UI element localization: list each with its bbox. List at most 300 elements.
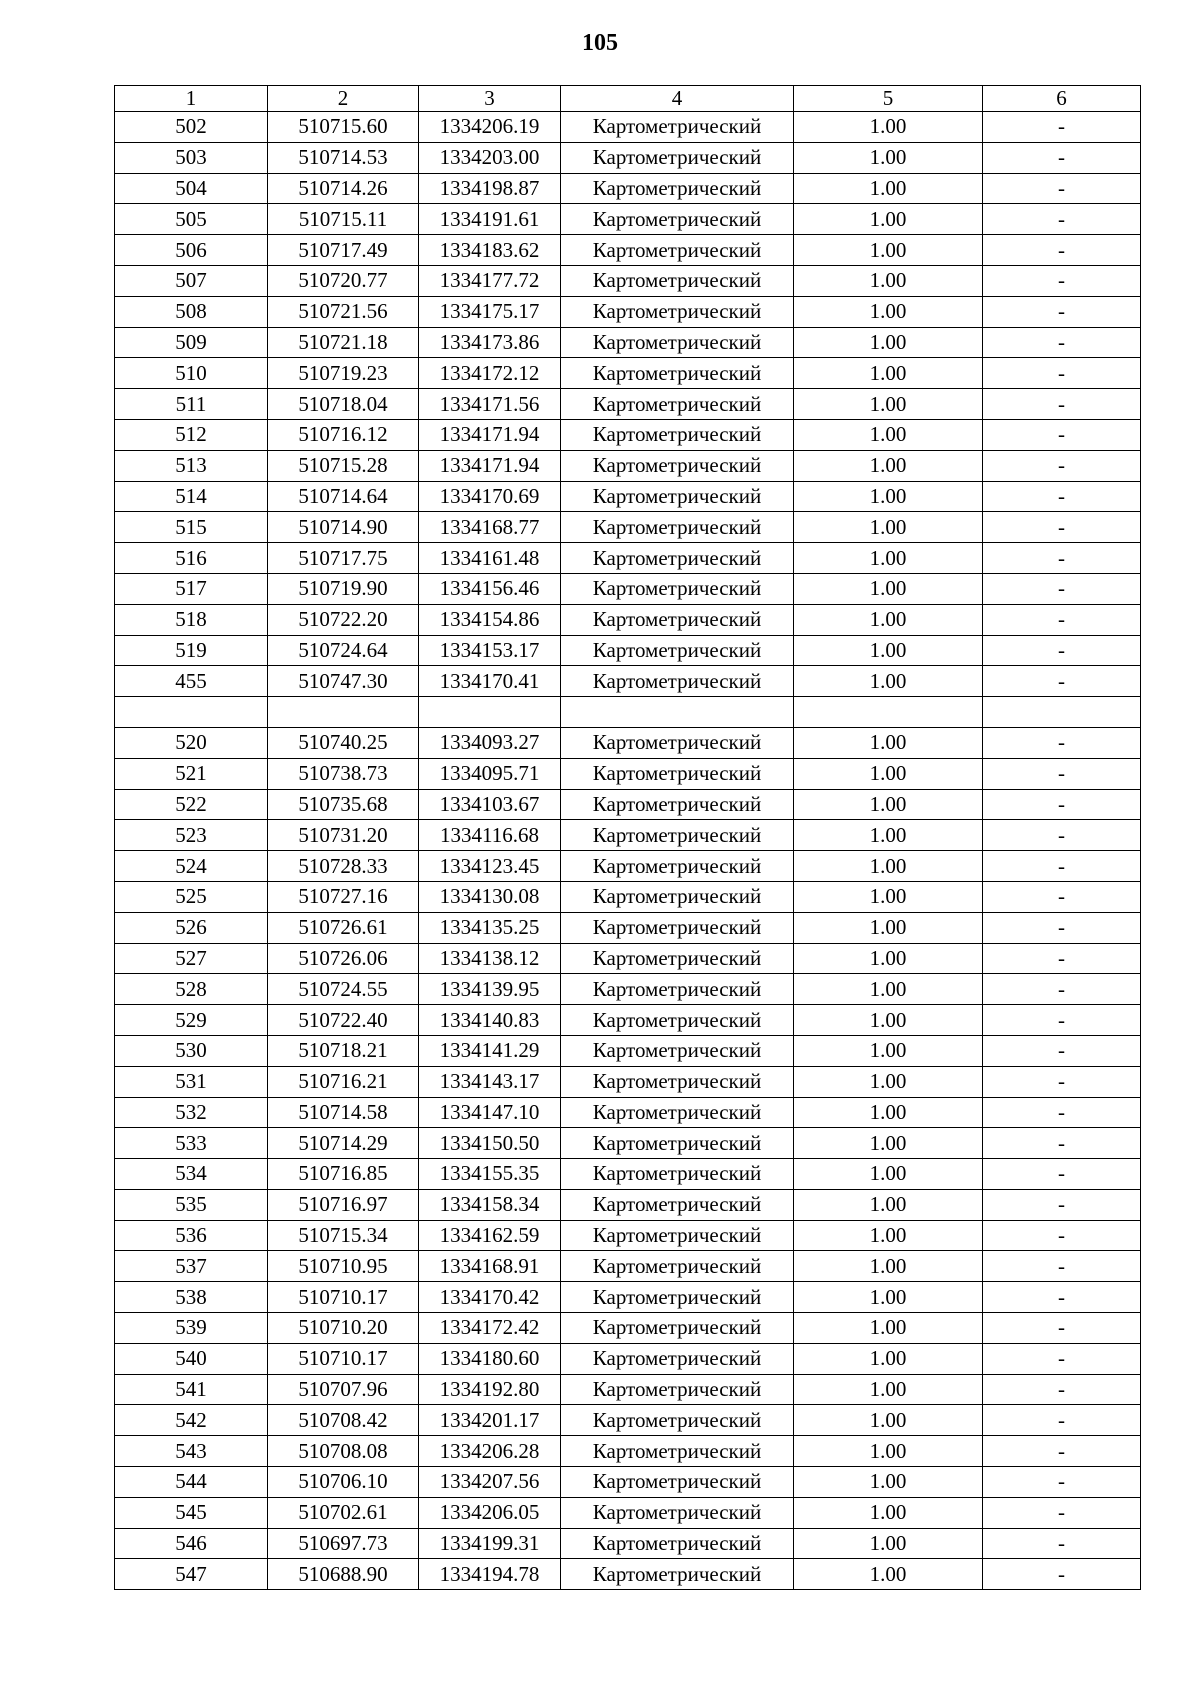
point-number-cell: 517 [115, 573, 268, 604]
x-coordinate-cell: 510697.73 [268, 1528, 419, 1559]
y-coordinate-cell: 1334177.72 [419, 265, 561, 296]
y-coordinate-cell: 1334155.35 [419, 1159, 561, 1190]
x-coordinate-cell: 510735.68 [268, 789, 419, 820]
point-number-cell: 508 [115, 296, 268, 327]
note-cell: - [983, 1467, 1141, 1498]
note-cell: - [983, 265, 1141, 296]
y-coordinate-cell: 1334191.61 [419, 204, 561, 235]
table-row [115, 758, 1141, 789]
column-header: 4 [561, 86, 794, 112]
y-coordinate-cell: 1334138.12 [419, 943, 561, 974]
x-coordinate-cell: 510688.90 [268, 1559, 419, 1590]
accuracy-cell: 1.00 [794, 1343, 983, 1374]
point-number-cell: 514 [115, 481, 268, 512]
x-coordinate-cell [268, 697, 419, 728]
x-coordinate-cell: 510710.95 [268, 1251, 419, 1282]
accuracy-cell: 1.00 [794, 419, 983, 450]
y-coordinate-cell: 1334156.46 [419, 573, 561, 604]
point-number-cell: 523 [115, 820, 268, 851]
table-row [115, 635, 1141, 666]
point-number-cell: 544 [115, 1467, 268, 1498]
x-coordinate-cell: 510707.96 [268, 1374, 419, 1405]
page-number: 105 [582, 30, 618, 56]
column-header: 6 [983, 86, 1141, 112]
note-cell: - [983, 543, 1141, 574]
method-cell: Картометрический [561, 327, 794, 358]
x-coordinate-cell: 510727.16 [268, 881, 419, 912]
x-coordinate-cell: 510715.11 [268, 204, 419, 235]
y-coordinate-cell: 1334147.10 [419, 1097, 561, 1128]
note-cell: - [983, 1405, 1141, 1436]
y-coordinate-cell: 1334116.68 [419, 820, 561, 851]
x-coordinate-cell: 510708.08 [268, 1436, 419, 1467]
point-number-cell: 528 [115, 974, 268, 1005]
note-cell: - [983, 1128, 1141, 1159]
accuracy-cell: 1.00 [794, 1467, 983, 1498]
point-number-cell: 524 [115, 851, 268, 882]
y-coordinate-cell: 1334158.34 [419, 1189, 561, 1220]
accuracy-cell: 1.00 [794, 1066, 983, 1097]
table-row [115, 173, 1141, 204]
table-row [115, 1313, 1141, 1344]
table-row [115, 1005, 1141, 1036]
method-cell: Картометрический [561, 358, 794, 389]
table-row [115, 1159, 1141, 1190]
point-number-cell: 543 [115, 1436, 268, 1467]
table-row [115, 943, 1141, 974]
note-cell: - [983, 1497, 1141, 1528]
method-cell: Картометрический [561, 974, 794, 1005]
note-cell: - [983, 666, 1141, 697]
y-coordinate-cell: 1334103.67 [419, 789, 561, 820]
method-cell: Картометрический [561, 450, 794, 481]
x-coordinate-cell: 510706.10 [268, 1467, 419, 1498]
note-cell: - [983, 173, 1141, 204]
y-coordinate-cell: 1334192.80 [419, 1374, 561, 1405]
note-cell: - [983, 296, 1141, 327]
accuracy-cell: 1.00 [794, 327, 983, 358]
method-cell: Картометрический [561, 1189, 794, 1220]
note-cell: - [983, 1528, 1141, 1559]
table-row [115, 727, 1141, 758]
accuracy-cell: 1.00 [794, 543, 983, 574]
column-header: 5 [794, 86, 983, 112]
x-coordinate-cell: 510716.21 [268, 1066, 419, 1097]
table-row [115, 296, 1141, 327]
accuracy-cell: 1.00 [794, 358, 983, 389]
note-cell: - [983, 1282, 1141, 1313]
method-cell: Картометрический [561, 604, 794, 635]
table-row [115, 450, 1141, 481]
table-row [115, 142, 1141, 173]
note-cell: - [983, 1436, 1141, 1467]
point-number-cell: 520 [115, 727, 268, 758]
table-row [115, 1497, 1141, 1528]
y-coordinate-cell: 1334175.17 [419, 296, 561, 327]
point-number-cell: 522 [115, 789, 268, 820]
table-row [115, 666, 1141, 697]
accuracy-cell: 1.00 [794, 112, 983, 143]
x-coordinate-cell: 510716.85 [268, 1159, 419, 1190]
y-coordinate-cell: 1334207.56 [419, 1467, 561, 1498]
table-row [115, 789, 1141, 820]
x-coordinate-cell: 510714.26 [268, 173, 419, 204]
table-row [115, 358, 1141, 389]
accuracy-cell: 1.00 [794, 758, 983, 789]
table-row [115, 697, 1141, 728]
point-number-cell: 521 [115, 758, 268, 789]
point-number-cell: 534 [115, 1159, 268, 1190]
accuracy-cell: 1.00 [794, 1189, 983, 1220]
accuracy-cell: 1.00 [794, 481, 983, 512]
accuracy-cell: 1.00 [794, 235, 983, 266]
method-cell: Картометрический [561, 1436, 794, 1467]
table-row [115, 1282, 1141, 1313]
point-number-cell: 533 [115, 1128, 268, 1159]
x-coordinate-cell: 510714.29 [268, 1128, 419, 1159]
method-cell [561, 697, 794, 728]
x-coordinate-cell: 510715.34 [268, 1220, 419, 1251]
method-cell: Картометрический [561, 204, 794, 235]
table-row [115, 327, 1141, 358]
note-cell: - [983, 604, 1141, 635]
y-coordinate-cell: 1334170.42 [419, 1282, 561, 1313]
accuracy-cell: 1.00 [794, 1128, 983, 1159]
y-coordinate-cell: 1334130.08 [419, 881, 561, 912]
x-coordinate-cell: 510702.61 [268, 1497, 419, 1528]
point-number-cell: 542 [115, 1405, 268, 1436]
method-cell: Картометрический [561, 1467, 794, 1498]
accuracy-cell: 1.00 [794, 1313, 983, 1344]
table-row [115, 1559, 1141, 1590]
y-coordinate-cell: 1334095.71 [419, 758, 561, 789]
point-number-cell: 538 [115, 1282, 268, 1313]
accuracy-cell: 1.00 [794, 142, 983, 173]
table-row [115, 1467, 1141, 1498]
note-cell: - [983, 389, 1141, 420]
table-row [115, 851, 1141, 882]
note-cell: - [983, 1005, 1141, 1036]
table-row [115, 1128, 1141, 1159]
table-row [115, 1436, 1141, 1467]
accuracy-cell: 1.00 [794, 1374, 983, 1405]
note-cell: - [983, 573, 1141, 604]
method-cell: Картометрический [561, 943, 794, 974]
note-cell [983, 697, 1141, 728]
accuracy-cell: 1.00 [794, 1282, 983, 1313]
accuracy-cell: 1.00 [794, 389, 983, 420]
method-cell: Картометрический [561, 512, 794, 543]
accuracy-cell: 1.00 [794, 512, 983, 543]
method-cell: Картометрический [561, 265, 794, 296]
point-number-cell: 507 [115, 265, 268, 296]
table-row [115, 419, 1141, 450]
table-row [115, 1374, 1141, 1405]
x-coordinate-cell: 510728.33 [268, 851, 419, 882]
method-cell: Картометрический [561, 851, 794, 882]
accuracy-cell: 1.00 [794, 1559, 983, 1590]
x-coordinate-cell: 510722.20 [268, 604, 419, 635]
point-number-cell: 504 [115, 173, 268, 204]
accuracy-cell: 1.00 [794, 820, 983, 851]
note-cell: - [983, 789, 1141, 820]
accuracy-cell: 1.00 [794, 881, 983, 912]
note-cell: - [983, 112, 1141, 143]
x-coordinate-cell: 510721.18 [268, 327, 419, 358]
note-cell: - [983, 1374, 1141, 1405]
note-cell: - [983, 1035, 1141, 1066]
x-coordinate-cell: 510714.64 [268, 481, 419, 512]
note-cell: - [983, 974, 1141, 1005]
accuracy-cell [794, 697, 983, 728]
note-cell: - [983, 758, 1141, 789]
x-coordinate-cell: 510724.55 [268, 974, 419, 1005]
point-number-cell: 512 [115, 419, 268, 450]
method-cell: Картометрический [561, 1066, 794, 1097]
y-coordinate-cell: 1334140.83 [419, 1005, 561, 1036]
point-number-cell: 506 [115, 235, 268, 266]
method-cell: Картометрический [561, 1251, 794, 1282]
method-cell: Картометрический [561, 1035, 794, 1066]
point-number-cell: 547 [115, 1559, 268, 1590]
method-cell: Картометрический [561, 543, 794, 574]
accuracy-cell: 1.00 [794, 1035, 983, 1066]
point-number-cell: 532 [115, 1097, 268, 1128]
y-coordinate-cell: 1334206.28 [419, 1436, 561, 1467]
method-cell: Картометрический [561, 758, 794, 789]
note-cell: - [983, 419, 1141, 450]
accuracy-cell: 1.00 [794, 1005, 983, 1036]
y-coordinate-cell: 1334093.27 [419, 727, 561, 758]
method-cell: Картометрический [561, 112, 794, 143]
point-number-cell: 545 [115, 1497, 268, 1528]
x-coordinate-cell: 510716.97 [268, 1189, 419, 1220]
table-row [115, 389, 1141, 420]
y-coordinate-cell: 1334161.48 [419, 543, 561, 574]
table-row [115, 604, 1141, 635]
table-row [115, 1220, 1141, 1251]
note-cell: - [983, 142, 1141, 173]
table-row [115, 881, 1141, 912]
method-cell: Картометрический [561, 727, 794, 758]
accuracy-cell: 1.00 [794, 635, 983, 666]
accuracy-cell: 1.00 [794, 204, 983, 235]
x-coordinate-cell: 510710.20 [268, 1313, 419, 1344]
method-cell: Картометрический [561, 235, 794, 266]
method-cell: Картометрический [561, 1282, 794, 1313]
note-cell: - [983, 512, 1141, 543]
column-header: 1 [115, 86, 268, 112]
table-row [115, 543, 1141, 574]
point-number-cell [115, 697, 268, 728]
point-number-cell: 531 [115, 1066, 268, 1097]
point-number-cell: 537 [115, 1251, 268, 1282]
accuracy-cell: 1.00 [794, 974, 983, 1005]
y-coordinate-cell: 1334172.12 [419, 358, 561, 389]
y-coordinate-cell: 1334170.41 [419, 666, 561, 697]
table-row [115, 912, 1141, 943]
note-cell: - [983, 1189, 1141, 1220]
point-number-cell: 536 [115, 1220, 268, 1251]
table-body [115, 112, 1141, 1590]
point-number-cell: 519 [115, 635, 268, 666]
y-coordinate-cell: 1334180.60 [419, 1343, 561, 1374]
method-cell: Картометрический [561, 1128, 794, 1159]
method-cell: Картометрический [561, 789, 794, 820]
table-row [115, 1528, 1141, 1559]
x-coordinate-cell: 510747.30 [268, 666, 419, 697]
table-row [115, 1405, 1141, 1436]
method-cell: Картометрический [561, 1097, 794, 1128]
y-coordinate-cell: 1334168.91 [419, 1251, 561, 1282]
accuracy-cell: 1.00 [794, 265, 983, 296]
method-cell: Картометрический [561, 1343, 794, 1374]
method-cell: Картометрический [561, 881, 794, 912]
accuracy-cell: 1.00 [794, 1159, 983, 1190]
note-cell: - [983, 450, 1141, 481]
x-coordinate-cell: 510718.21 [268, 1035, 419, 1066]
x-coordinate-cell: 510719.23 [268, 358, 419, 389]
y-coordinate-cell: 1334170.69 [419, 481, 561, 512]
y-coordinate-cell: 1334143.17 [419, 1066, 561, 1097]
accuracy-cell: 1.00 [794, 1220, 983, 1251]
method-cell: Картометрический [561, 173, 794, 204]
y-coordinate-cell: 1334198.87 [419, 173, 561, 204]
point-number-cell: 509 [115, 327, 268, 358]
point-number-cell: 527 [115, 943, 268, 974]
note-cell: - [983, 327, 1141, 358]
method-cell: Картометрический [561, 296, 794, 327]
note-cell: - [983, 204, 1141, 235]
method-cell: Картометрический [561, 1313, 794, 1344]
table-row [115, 235, 1141, 266]
method-cell: Картометрический [561, 1374, 794, 1405]
note-cell: - [983, 1343, 1141, 1374]
y-coordinate-cell: 1334168.77 [419, 512, 561, 543]
method-cell: Картометрический [561, 481, 794, 512]
x-coordinate-cell: 510710.17 [268, 1343, 419, 1374]
accuracy-cell: 1.00 [794, 1436, 983, 1467]
table-row [115, 974, 1141, 1005]
x-coordinate-cell: 510714.90 [268, 512, 419, 543]
table-row [115, 1066, 1141, 1097]
y-coordinate-cell: 1334171.94 [419, 450, 561, 481]
y-coordinate-cell: 1334150.50 [419, 1128, 561, 1159]
y-coordinate-cell: 1334206.05 [419, 1497, 561, 1528]
column-header: 2 [268, 86, 419, 112]
table-row [115, 481, 1141, 512]
note-cell: - [983, 1159, 1141, 1190]
point-number-cell: 525 [115, 881, 268, 912]
table-row [115, 820, 1141, 851]
note-cell: - [983, 943, 1141, 974]
accuracy-cell: 1.00 [794, 666, 983, 697]
method-cell: Картометрический [561, 635, 794, 666]
x-coordinate-cell: 510718.04 [268, 389, 419, 420]
x-coordinate-cell: 510722.40 [268, 1005, 419, 1036]
accuracy-cell: 1.00 [794, 573, 983, 604]
method-cell: Картометрический [561, 1005, 794, 1036]
table-row [115, 112, 1141, 143]
note-cell: - [983, 912, 1141, 943]
x-coordinate-cell: 510715.60 [268, 112, 419, 143]
note-cell: - [983, 235, 1141, 266]
y-coordinate-cell: 1334173.86 [419, 327, 561, 358]
coordinates-table [114, 85, 1141, 1590]
method-cell: Картометрический [561, 573, 794, 604]
y-coordinate-cell: 1334194.78 [419, 1559, 561, 1590]
accuracy-cell: 1.00 [794, 173, 983, 204]
point-number-cell: 529 [115, 1005, 268, 1036]
y-coordinate-cell: 1334162.59 [419, 1220, 561, 1251]
x-coordinate-cell: 510731.20 [268, 820, 419, 851]
point-number-cell: 511 [115, 389, 268, 420]
y-coordinate-cell: 1334141.29 [419, 1035, 561, 1066]
x-coordinate-cell: 510720.77 [268, 265, 419, 296]
x-coordinate-cell: 510715.28 [268, 450, 419, 481]
note-cell: - [983, 358, 1141, 389]
method-cell: Картометрический [561, 389, 794, 420]
accuracy-cell: 1.00 [794, 912, 983, 943]
point-number-cell: 518 [115, 604, 268, 635]
table-header-row [115, 86, 1141, 112]
x-coordinate-cell: 510721.56 [268, 296, 419, 327]
y-coordinate-cell: 1334135.25 [419, 912, 561, 943]
method-cell: Картометрический [561, 142, 794, 173]
accuracy-cell: 1.00 [794, 296, 983, 327]
point-number-cell: 539 [115, 1313, 268, 1344]
table-row [115, 204, 1141, 235]
point-number-cell: 515 [115, 512, 268, 543]
note-cell: - [983, 1066, 1141, 1097]
note-cell: - [983, 1313, 1141, 1344]
accuracy-cell: 1.00 [794, 727, 983, 758]
y-coordinate-cell [419, 697, 561, 728]
x-coordinate-cell: 510738.73 [268, 758, 419, 789]
accuracy-cell: 1.00 [794, 1497, 983, 1528]
method-cell: Картометрический [561, 1559, 794, 1590]
method-cell: Картометрический [561, 1405, 794, 1436]
x-coordinate-cell: 510724.64 [268, 635, 419, 666]
note-cell: - [983, 820, 1141, 851]
table-row [115, 1097, 1141, 1128]
y-coordinate-cell: 1334171.56 [419, 389, 561, 420]
point-number-cell: 535 [115, 1189, 268, 1220]
point-number-cell: 455 [115, 666, 268, 697]
accuracy-cell: 1.00 [794, 450, 983, 481]
x-coordinate-cell: 510717.75 [268, 543, 419, 574]
point-number-cell: 510 [115, 358, 268, 389]
method-cell: Картометрический [561, 419, 794, 450]
x-coordinate-cell: 510726.61 [268, 912, 419, 943]
y-coordinate-cell: 1334139.95 [419, 974, 561, 1005]
method-cell: Картометрический [561, 912, 794, 943]
table-row [115, 573, 1141, 604]
accuracy-cell: 1.00 [794, 604, 983, 635]
x-coordinate-cell: 510726.06 [268, 943, 419, 974]
y-coordinate-cell: 1334154.86 [419, 604, 561, 635]
table-row [115, 1035, 1141, 1066]
note-cell: - [983, 635, 1141, 666]
y-coordinate-cell: 1334123.45 [419, 851, 561, 882]
y-coordinate-cell: 1334183.62 [419, 235, 561, 266]
table-row [115, 1343, 1141, 1374]
y-coordinate-cell: 1334201.17 [419, 1405, 561, 1436]
point-number-cell: 503 [115, 142, 268, 173]
accuracy-cell: 1.00 [794, 1405, 983, 1436]
x-coordinate-cell: 510719.90 [268, 573, 419, 604]
point-number-cell: 505 [115, 204, 268, 235]
